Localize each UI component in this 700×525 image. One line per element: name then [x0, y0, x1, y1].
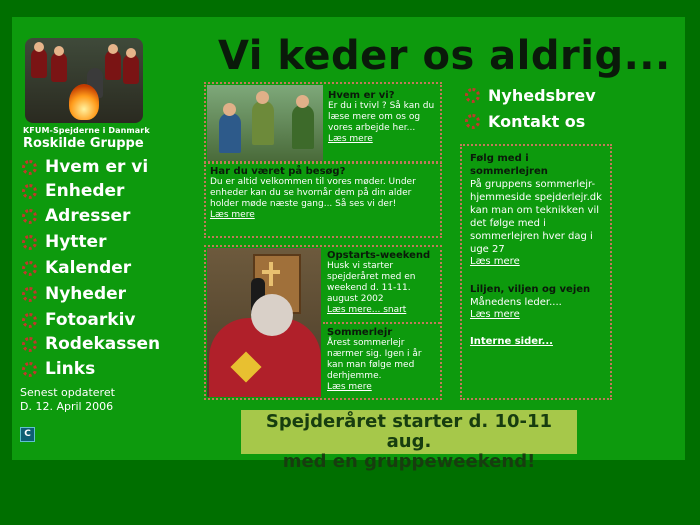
group-logo-photo [25, 38, 143, 123]
article-text: Husk vi starter spejderåret med en weekend d. 11-11. august 2002 [327, 261, 416, 304]
news-title: Følg med i sommerlejren [470, 153, 548, 177]
article-besog [210, 166, 438, 220]
read-more-link[interactable]: Læs mere [328, 134, 373, 144]
nav-item-label: Links [45, 359, 96, 379]
nav-item-fotoarkiv[interactable] [22, 308, 135, 332]
article-title: Hvem er vi? [328, 90, 395, 101]
link-kontakt[interactable] [465, 111, 585, 131]
banner-line-1: Spejderåret starter d. 10-11 aug. [265, 411, 553, 452]
article-title: Har du været på besøg? [210, 166, 346, 177]
ring-icon [22, 235, 37, 250]
read-more-link[interactable]: Læs mere... snart [327, 305, 407, 315]
news-sidebar [460, 144, 612, 400]
article-opstart [327, 250, 439, 315]
article-title: Sommerlejr [327, 327, 393, 338]
ring-icon [465, 88, 480, 103]
news-text: På gruppens sommerlejr-hjemmeside spejderlejr.dk kan man om teknikken vil det følge med i sommerlejren hver dag i uge 27 [470, 179, 602, 255]
nav-item-label: Hytter [45, 232, 107, 252]
article-text: Årest sommerlejr nærmer sig. Igen i år kan man følge med derhjemme. [327, 338, 422, 381]
article-text: Du er altid velkommen til vores møder. Under enheder kan du se hvornår dem på din alder holder møde næste gang... Så ses vi der! [210, 177, 416, 209]
last-updated-date: D. 12. April 2006 [20, 400, 114, 413]
nav-item-nyheder[interactable] [22, 282, 126, 306]
ring-icon [22, 337, 37, 352]
nav-item-label: Nyheder [45, 284, 127, 304]
link-label: Kontakt os [488, 111, 586, 131]
read-more-link[interactable]: Læs mere [210, 210, 255, 220]
read-more-link[interactable]: Læs mere [470, 256, 520, 267]
nav-item-hvem-er-vi[interactable] [22, 155, 148, 179]
divider [323, 322, 440, 324]
banner-line-2: med en gruppeweekend! [282, 451, 536, 472]
promo-banner[interactable] [241, 410, 577, 472]
chapel-scouts-photo [207, 248, 321, 397]
ring-icon [22, 313, 37, 328]
ring-icon [22, 287, 37, 302]
nav-item-label: Kalender [45, 258, 132, 278]
last-updated [20, 386, 115, 414]
nav-item-label: Hvem er vi [45, 157, 149, 177]
ring-icon [465, 114, 480, 129]
nav-item-label: Rodekassen [45, 334, 161, 354]
nav-item-label: Enheder [45, 181, 125, 201]
org-name: KFUM-Spejderne i Danmark [23, 126, 150, 135]
group-name: Roskilde Gruppe [23, 136, 144, 151]
ring-icon [22, 160, 37, 175]
nav-item-links[interactable] [22, 357, 95, 381]
ring-icon [22, 209, 37, 224]
news-title: Liljen, viljen og vejen [470, 284, 591, 295]
nav-item-kalender[interactable] [22, 256, 131, 280]
last-updated-label: Senest opdateret [20, 386, 115, 399]
nav-item-label: Adresser [45, 206, 131, 226]
internal-pages-link[interactable]: Interne sider... [470, 336, 553, 347]
scouts-campfire-photo [207, 85, 323, 161]
article-text: Er du i tvivl ? Så kan du læse mere om os og vores arbejde her... [328, 101, 435, 133]
counter-button[interactable]: C [20, 427, 35, 442]
nav-item-adresser[interactable] [22, 204, 130, 228]
read-more-link[interactable]: Læs mere [470, 309, 520, 320]
nav-item-label: Fotoarkiv [45, 310, 136, 330]
link-label: Nyhedsbrev [488, 85, 596, 105]
ring-icon [22, 362, 37, 377]
ring-icon [22, 261, 37, 276]
ring-icon [22, 184, 37, 199]
article-sommer [327, 327, 439, 392]
article-hvem [328, 90, 438, 144]
campfire-icon [69, 84, 99, 120]
read-more-link[interactable]: Læs mere [327, 382, 372, 392]
nav-item-hytter[interactable] [22, 230, 106, 254]
page-title: Vi keder os aldrig... [218, 33, 671, 79]
article-title: Opstarts-weekend [327, 250, 431, 261]
news-text: Månedens leder.... [470, 297, 562, 308]
nav-item-rodekassen[interactable] [22, 332, 160, 356]
nav-item-enheder[interactable] [22, 179, 124, 203]
link-nyhedsbrev[interactable] [465, 85, 596, 105]
